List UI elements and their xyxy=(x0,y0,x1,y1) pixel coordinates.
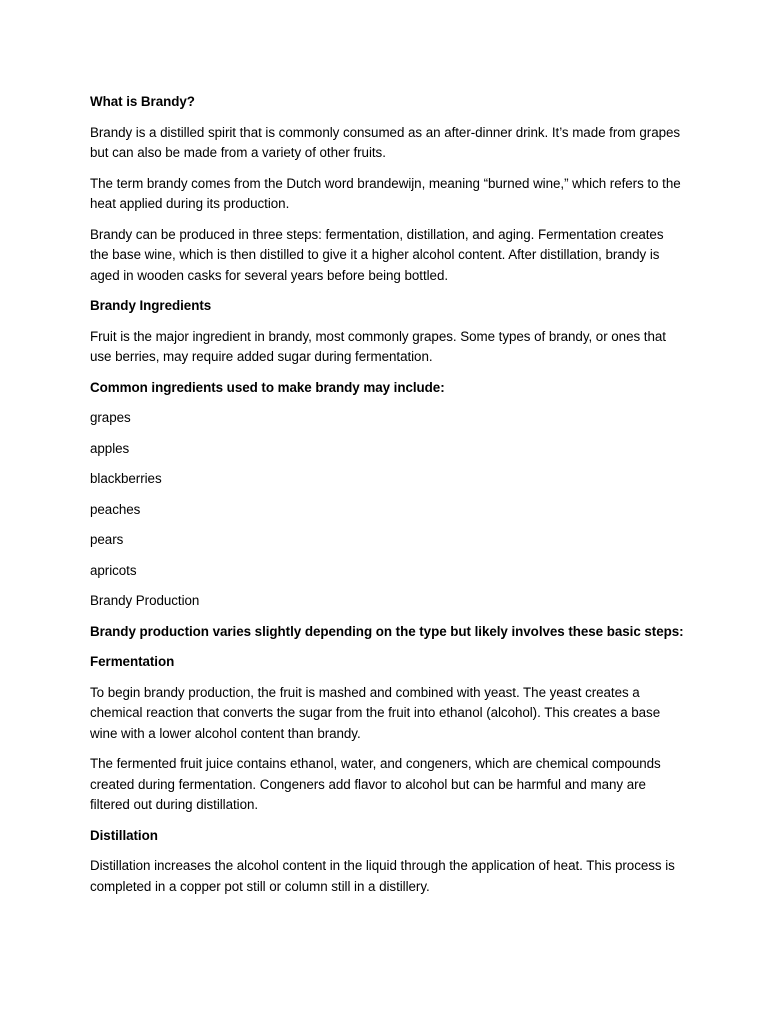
paragraph-intro: Brandy is a distilled spirit that is commonly consumed as an after-dinner drink. It’s made from grapes but can also be made from a variety of other fruits. xyxy=(90,124,681,160)
paragraph-fruit: Fruit is the major ingredient in brandy, most commonly grapes. Some types of brandy, or ones that use berries, may require added sugar during fermentation. xyxy=(90,328,666,364)
heading-what-is-brandy: What is Brandy? xyxy=(90,94,195,109)
paragraph-distillation: Distillation increases the alcohol content in the liquid through the application of heat. This process is completed in a copper pot still or column still in a distillery. xyxy=(90,858,675,894)
list-item-grapes: grapes xyxy=(90,410,131,425)
heading-distillation: Distillation xyxy=(90,827,158,843)
list-item-peaches: peaches xyxy=(90,501,141,517)
list-item-apples: apples xyxy=(90,440,130,456)
list-item-blackberries: blackberries xyxy=(90,471,162,486)
list-item-pears: pears xyxy=(90,532,124,547)
paragraph-three-steps: Brandy can be produced in three steps: fermentation, distillation, and aging. Fermentation creates the base wine, which is then distilled to give it a higher alcohol content. After distillation, brandy is aged in wooden casks for several years before being bottled. xyxy=(90,226,664,283)
heading-production-steps: Brandy production varies slightly depending on the type but likely involves these basic steps: xyxy=(90,623,684,639)
heading-fermentation: Fermentation xyxy=(90,654,175,669)
paragraph-fermentation-2: The fermented fruit juice contains ethanol, water, and congeners, which are chemical compounds created during fermentation. Congeners add flavor to alcohol but can be harmful and many are filtered out during distillation. xyxy=(90,756,661,812)
paragraph-etymology: The term brandy comes from the Dutch word brandewijn, meaning “burned wine,” which refers to the heat applied during its production. xyxy=(90,175,681,211)
document-body xyxy=(90,92,685,907)
heading-brandy-production: Brandy Production xyxy=(90,593,200,608)
paragraph-fermentation-1: To begin brandy production, the fruit is mashed and combined with yeast. The yeast creates a chemical reaction that converts the sugar from the fruit into ethanol (alcohol). This creates a base wine with a lower alcohol content than brandy. xyxy=(90,684,661,741)
list-item-apricots: apricots xyxy=(90,562,137,578)
heading-brandy-ingredients: Brandy Ingredients xyxy=(90,298,212,313)
heading-common-ingredients: Common ingredients used to make brandy may include: xyxy=(90,379,445,395)
